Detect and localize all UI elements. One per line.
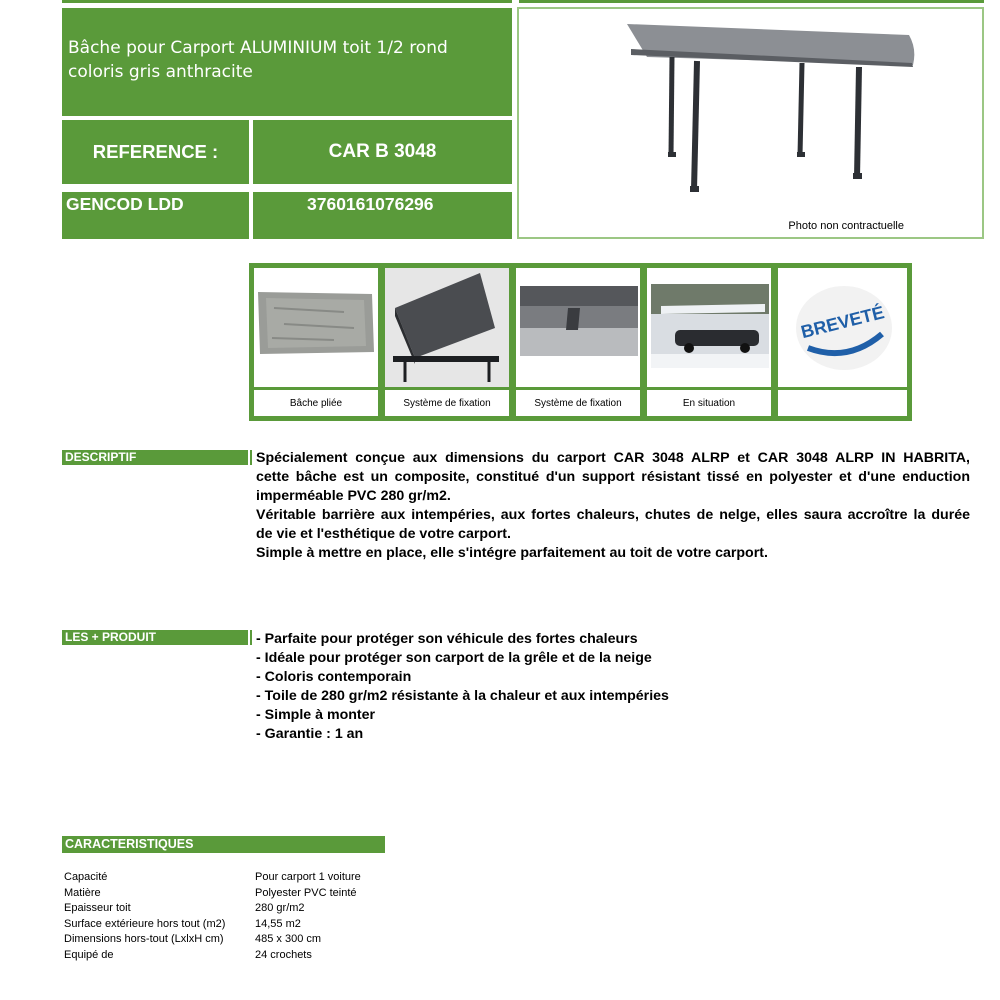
svg-text:BREVETÉ: BREVETÉ — [798, 302, 887, 343]
gallery-label-3: Système de fixation — [516, 390, 640, 416]
spec-key: Matière — [64, 886, 101, 899]
plus-produit-label: LES + PRODUIT — [62, 630, 248, 645]
spec-row — [64, 917, 361, 933]
folded-cover-image — [254, 268, 378, 387]
gallery-image-patent — [778, 268, 907, 387]
gallery-label-2: Système de fixation — [385, 390, 509, 416]
photo-caption: Photo non contractuelle — [788, 220, 904, 232]
spec-key: Equipé de — [64, 948, 114, 961]
in-situation-image — [647, 268, 771, 387]
descriptif-line: Simple à mettre en place, elle s'intégre parfaitement au toit de votre carport. — [256, 545, 768, 561]
plus-produit-item: - Simple à monter — [256, 707, 376, 723]
spec-row — [64, 932, 361, 948]
gallery-label-5 — [778, 390, 907, 416]
plus-produit-item: - Parfaite pour protéger son véhicule des fortes chaleurs — [256, 631, 638, 647]
fixing-system-image-1 — [385, 268, 509, 387]
reference-value: CAR B 3048 — [253, 120, 512, 184]
spec-row — [64, 870, 361, 886]
spec-key: Dimensions hors-tout (LxlxH cm) — [64, 933, 224, 945]
top-rule-right — [519, 0, 984, 3]
spec-row — [64, 886, 361, 902]
descriptif-line: imperméable PVC 280 gr/m2. — [256, 488, 451, 504]
gallery-image-in-situation — [647, 268, 771, 387]
descriptif-line: cette bâche est un composite, constitué d'un support résistant tissé en polyester et d'une enduction — [256, 469, 970, 485]
fixing-system-image-2 — [516, 268, 640, 387]
spec-row — [64, 901, 361, 917]
gencod-label: GENCOD LDD — [62, 192, 249, 239]
plus-produit-item: - Idéale pour protéger son carport de la grêle et de la neige — [256, 650, 652, 666]
gallery-strip — [249, 263, 912, 421]
gallery-image-fixing-1 — [385, 268, 509, 387]
caracteristiques-label: CARACTERISTIQUES — [62, 836, 385, 853]
patent-badge-icon — [778, 268, 907, 387]
descriptif-text — [256, 449, 970, 563]
spec-key: Surface extérieure hors tout (m2) — [64, 917, 226, 930]
spec-key: Capacité — [64, 871, 108, 883]
plus-produit-rule — [250, 630, 252, 645]
product-title: Bâche pour Carport ALUMINIUM toit 1/2 rond coloris gris anthracite — [62, 8, 512, 116]
product-photo — [517, 7, 984, 239]
plus-produit-item: - Toile de 280 gr/m2 résistante à la chaleur et aux intempéries — [256, 688, 669, 704]
spec-value: 485 x 300 cm — [255, 933, 322, 945]
descriptif-line: de vie et l'esthétique de votre carport. — [256, 526, 511, 542]
descriptif-rule — [250, 450, 252, 465]
gallery-image-fixing-2 — [516, 268, 640, 387]
caracteristiques-table — [64, 870, 361, 963]
spec-row — [64, 948, 361, 964]
gallery-label-1: Bâche pliée — [254, 390, 378, 416]
descriptif-line: Spécialement conçue aux dimensions du carport CAR 3048 ALRP et CAR 3048 ALRP IN HABRITA, — [256, 450, 970, 466]
top-rule-left — [62, 0, 512, 3]
descriptif-label: DESCRIPTIF — [62, 450, 248, 465]
spec-key: Epaisseur toit — [64, 902, 131, 914]
gallery-label-4: En situation — [647, 390, 771, 416]
plus-produit-item: - Coloris contemporain — [256, 669, 412, 685]
spec-value: 14,55 m2 — [255, 917, 301, 930]
gencod-value: 3760161076296 — [253, 192, 512, 239]
gallery-image-folded-cover — [254, 268, 378, 387]
spec-value: Pour carport 1 voiture — [255, 871, 361, 883]
carport-illustration — [519, 9, 982, 237]
spec-value: Polyester PVC teinté — [255, 886, 357, 899]
spec-value: 280 gr/m2 — [255, 902, 305, 914]
plus-produit-list — [256, 630, 856, 744]
plus-produit-item: - Garantie : 1 an — [256, 726, 364, 742]
descriptif-line: Véritable barrière aux intempéries, aux fortes chaleurs, chutes de nelge, elles saura accroître la durée — [256, 507, 970, 523]
spec-value: 24 crochets — [255, 948, 312, 961]
reference-label: REFERENCE : — [62, 120, 249, 184]
